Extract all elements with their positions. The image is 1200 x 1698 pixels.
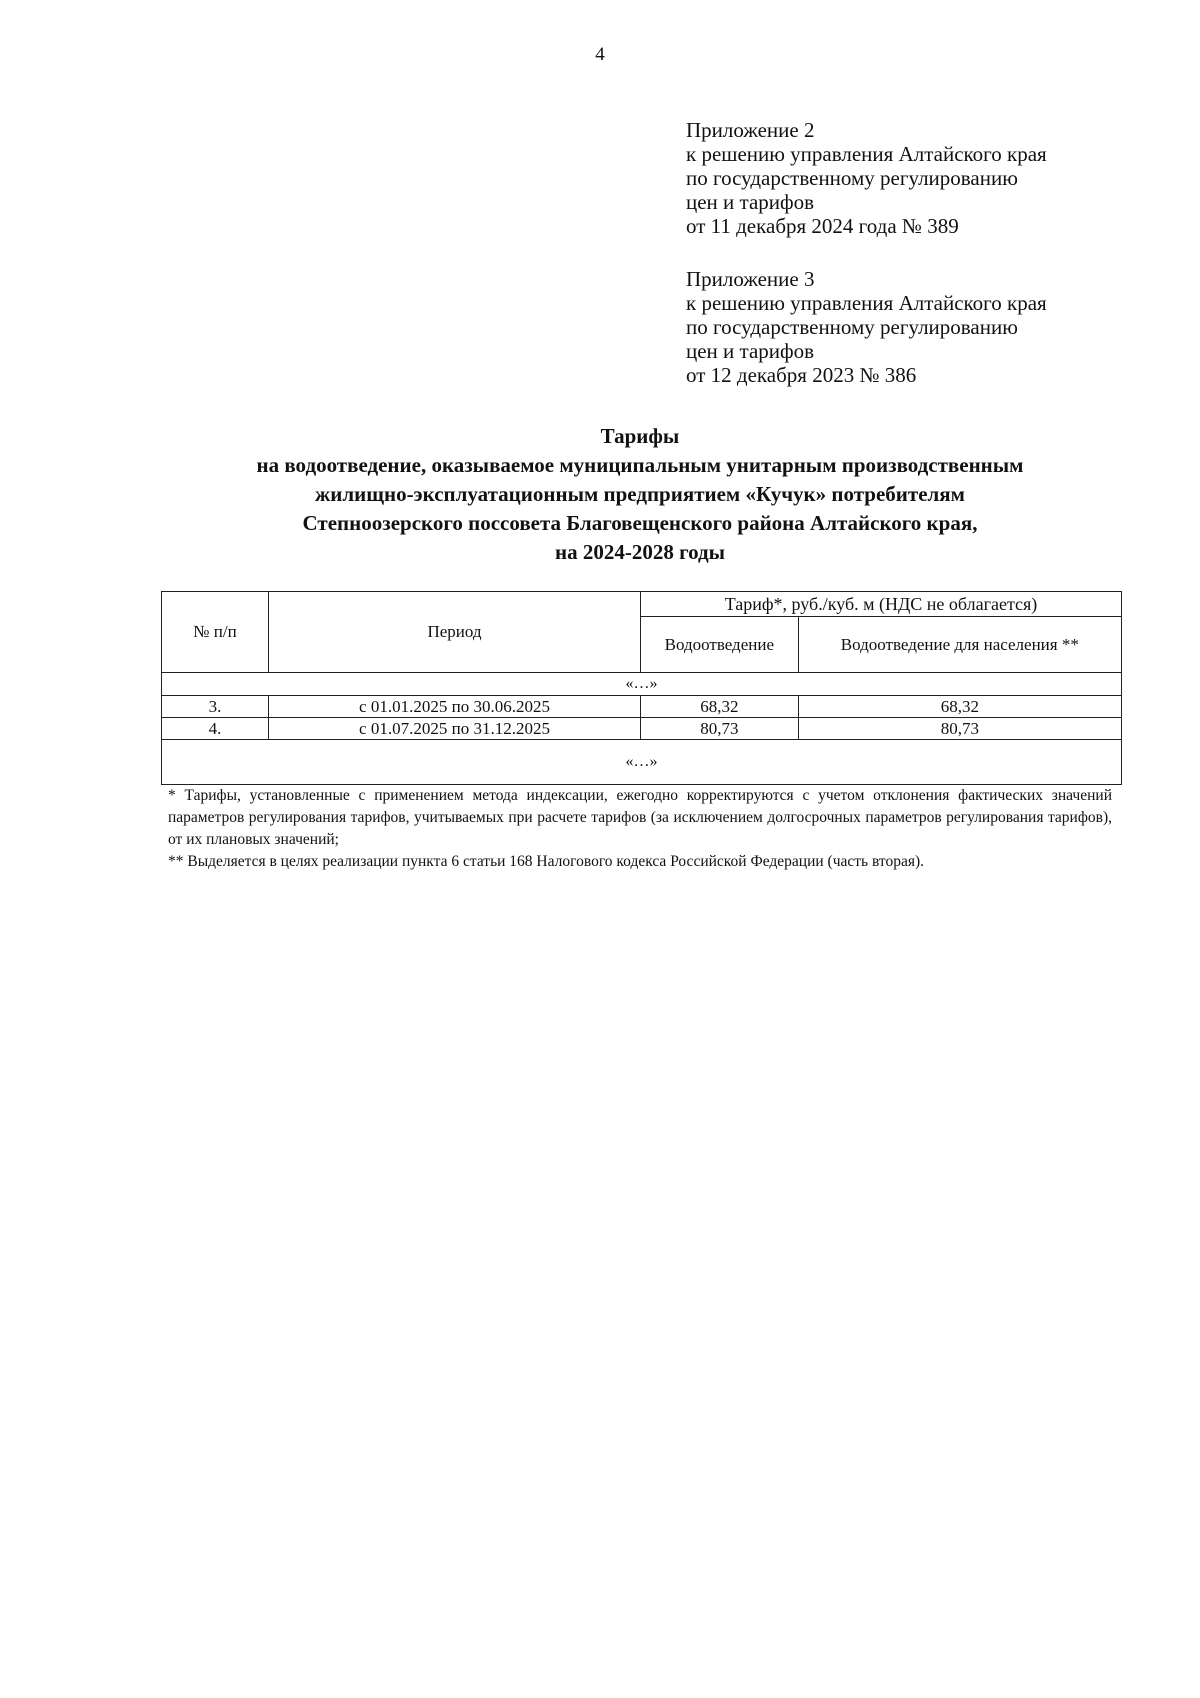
appendix-3-block	[686, 267, 1166, 387]
document-title	[130, 422, 1150, 567]
header-num: № п/п	[162, 592, 269, 673]
row-num: 3.	[162, 696, 269, 718]
row-wastewater-population: 68,32	[798, 696, 1121, 718]
table-row	[162, 718, 1122, 740]
header-wastewater: Водоотведение	[641, 617, 799, 673]
appendix-2-line: к решению управления Алтайского края	[686, 142, 1047, 166]
header-wastewater-population: Водоотведение для населения **	[798, 617, 1121, 673]
title-line: Тарифы	[600, 424, 680, 448]
appendix-2-line: Приложение 2	[686, 118, 815, 142]
appendix-3-line: по государственному регулированию	[686, 315, 1018, 339]
appendix-2-line: от 11 декабря 2024 года № 389	[686, 214, 959, 238]
appendix-2-line: по государственному регулированию	[686, 166, 1018, 190]
appendix-2-line: цен и тарифов	[686, 190, 815, 214]
header-tariff-group: Тариф*, руб./куб. м (НДС не облагается)	[641, 592, 1122, 617]
tariff-table	[161, 591, 1122, 785]
row-period: с 01.07.2025 по 31.12.2025	[269, 718, 641, 740]
footnote-2: ** Выделяется в целях реализации пункта 6 статьи 168 Налогового кодекса Российской Федерации (часть вторая).	[168, 853, 925, 870]
appendix-3-line: от 12 декабря 2023 № 386	[686, 363, 917, 387]
table-row	[162, 696, 1122, 718]
table-ellipsis: «…»	[162, 740, 1122, 785]
row-wastewater-population: 80,73	[798, 718, 1121, 740]
row-wastewater: 80,73	[641, 718, 799, 740]
title-line: на водоотведение, оказываемое муниципальным унитарным производственным	[256, 453, 1024, 477]
footnotes	[168, 785, 1112, 873]
appendix-2-block	[686, 118, 1166, 238]
footnote-1: * Тарифы, установленные с применением метода индексации, ежегодно корректируются с учетом отклонения фактических значений параметров регулирования тарифов, учитываемых при расчете тарифов (за исключением долгосрочных параметров регулирования тарифов), от их плановых значений;	[168, 787, 1112, 848]
row-wastewater: 68,32	[641, 696, 799, 718]
title-line: на 2024-2028 годы	[554, 540, 726, 564]
header-period: Период	[269, 592, 641, 673]
appendix-3-line: Приложение 3	[686, 267, 815, 291]
title-line: Степноозерского поссовета Благовещенского района Алтайского края,	[302, 511, 978, 535]
appendix-3-line: к решению управления Алтайского края	[686, 291, 1047, 315]
page-number: 4	[595, 44, 605, 65]
row-num: 4.	[162, 718, 269, 740]
appendix-3-line: цен и тарифов	[686, 339, 815, 363]
table-ellipsis: «…»	[162, 673, 1122, 696]
row-period: с 01.01.2025 по 30.06.2025	[269, 696, 641, 718]
title-line: жилищно-эксплуатационным предприятием «Кучук» потребителям	[315, 482, 965, 506]
